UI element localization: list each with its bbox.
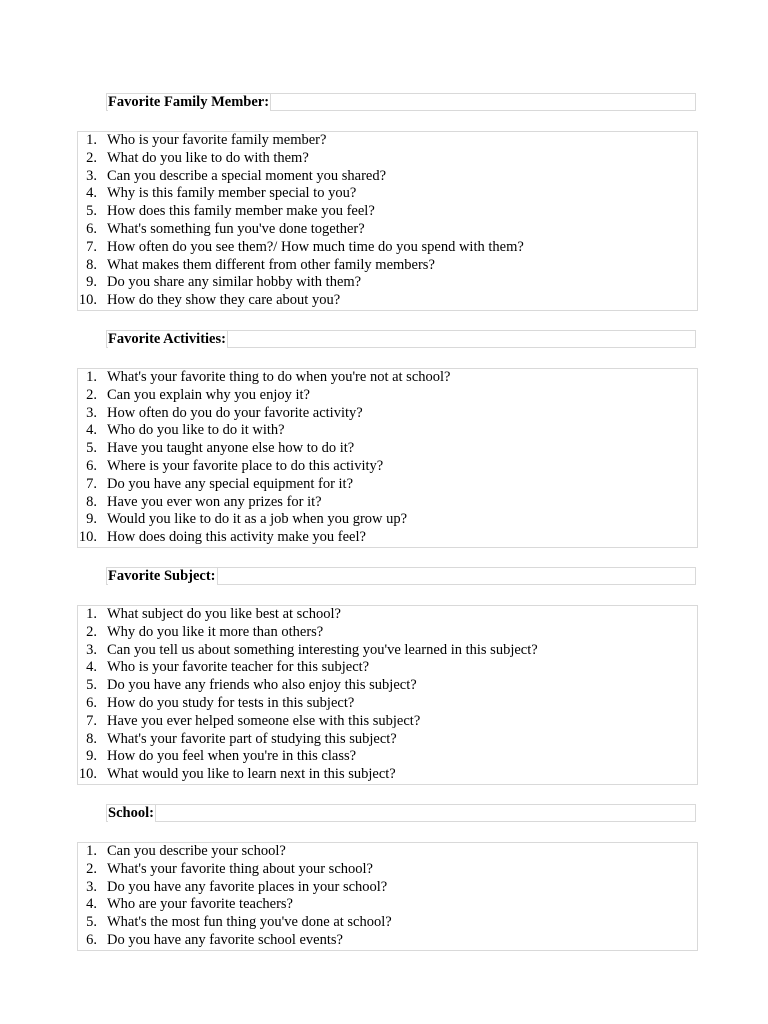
list-item	[78, 185, 697, 203]
list-item	[78, 422, 697, 440]
list-item-number: 6.	[86, 220, 97, 237]
list-item	[78, 861, 697, 879]
list-item-number: 4.	[86, 422, 97, 439]
list-item	[78, 896, 697, 914]
list-item-number: 7.	[86, 475, 97, 492]
list-item-number: 8.	[86, 256, 97, 273]
list-item	[78, 150, 697, 168]
list-item	[78, 713, 697, 731]
list-item-text: Why is this family member special to you?	[107, 185, 357, 202]
list-item	[78, 695, 697, 713]
question-list	[77, 842, 698, 951]
list-item	[78, 529, 697, 547]
list-item-number: 10.	[78, 292, 97, 309]
list-item-number: 3.	[86, 167, 97, 184]
list-item-text: Where is your favorite place to do this activity?	[107, 457, 384, 474]
list-item-text: What would you like to learn next in this subject?	[107, 766, 396, 783]
list-item-text: Can you describe your school?	[107, 843, 286, 859]
list-item	[78, 458, 697, 476]
list-item-text: Can you tell us about something interesting you've learned in this subject?	[107, 641, 538, 658]
list-item-number: 1.	[86, 843, 97, 859]
list-item-number: 7.	[86, 712, 97, 729]
list-item	[78, 731, 697, 749]
list-item-text: What's your favorite part of studying this subject?	[107, 730, 397, 747]
list-item	[78, 879, 697, 897]
list-item-text: Do you have any favorite school events?	[107, 931, 343, 948]
list-item	[78, 257, 697, 275]
list-item-number: 2.	[86, 386, 97, 403]
list-item-text: Would you like to do it as a job when you grow up?	[107, 511, 408, 528]
list-item-text: What do you like to do with them?	[107, 149, 309, 166]
section-heading: Favorite Activities:	[108, 331, 226, 347]
list-item	[78, 677, 697, 695]
question-list	[77, 368, 698, 548]
list-item-number: 10.	[78, 529, 97, 546]
list-item	[78, 239, 697, 257]
list-item	[78, 494, 697, 512]
question-list	[77, 605, 698, 785]
list-item-text: How do you feel when you're in this class?	[107, 748, 357, 765]
list-item-number: 5.	[86, 677, 97, 694]
list-item-text: What subject do you like best at school?	[107, 606, 341, 622]
list-item-text: Who is your favorite teacher for this subject?	[107, 659, 370, 676]
list-item-number: 2.	[86, 623, 97, 640]
list-item-text: What's something fun you've done together?	[107, 220, 365, 237]
list-item	[78, 292, 697, 310]
list-item	[78, 440, 697, 458]
list-item-number: 3.	[86, 641, 97, 658]
list-item	[78, 659, 697, 677]
list-item-text: How does doing this activity make you feel?	[107, 529, 366, 546]
list-item	[78, 914, 697, 932]
section-heading-box	[106, 330, 696, 348]
list-item	[78, 932, 697, 950]
list-item-text: Can you describe a special moment you shared?	[107, 167, 387, 184]
section-favorite-activities	[77, 330, 698, 548]
list-item-text: Do you have any special equipment for it?	[107, 475, 354, 492]
list-item-number: 9.	[86, 511, 97, 528]
list-item	[78, 766, 697, 784]
list-item	[78, 274, 697, 292]
list-item	[78, 387, 697, 405]
list-item-text: Can you explain why you enjoy it?	[107, 386, 310, 403]
list-item	[78, 476, 697, 494]
section-heading: School:	[108, 805, 154, 821]
list-item-text: Who are your favorite teachers?	[107, 896, 293, 913]
list-item-text: How often do you do your favorite activity?	[107, 404, 363, 421]
list-item-number: 2.	[86, 860, 97, 877]
list-item-text: Have you ever helped someone else with this subject?	[107, 712, 421, 729]
list-item	[78, 132, 697, 150]
list-item	[78, 511, 697, 529]
list-item	[78, 748, 697, 766]
list-item-text: How do you study for tests in this subject?	[107, 694, 355, 711]
list-item-number: 4.	[86, 185, 97, 202]
list-item	[78, 221, 697, 239]
list-item-text: Why do you like it more than others?	[107, 623, 324, 640]
list-item-number: 4.	[86, 896, 97, 913]
list-item-number: 3.	[86, 878, 97, 895]
section-school	[77, 804, 698, 951]
list-item-number: 9.	[86, 274, 97, 291]
section-heading: Favorite Family Member:	[108, 94, 270, 110]
list-item	[78, 642, 697, 660]
list-item-number: 5.	[86, 440, 97, 457]
list-item-number: 5.	[86, 914, 97, 931]
list-item-number: 2.	[86, 149, 97, 166]
section-heading-box	[106, 93, 696, 111]
list-item-text: Do you share any similar hobby with them?	[107, 274, 362, 291]
list-item-number: 7.	[86, 238, 97, 255]
section-heading-box	[106, 804, 696, 822]
list-item-number: 6.	[86, 931, 97, 948]
list-item-text: What makes them different from other family members?	[107, 256, 435, 273]
list-item-number: 1.	[86, 606, 97, 622]
list-item	[78, 168, 697, 186]
list-item-text: How do they show they care about you?	[107, 292, 341, 309]
section-heading: Favorite Subject:	[108, 568, 216, 584]
list-item-number: 8.	[86, 493, 97, 510]
question-list	[77, 131, 698, 311]
list-item-number: 6.	[86, 457, 97, 474]
list-item	[78, 624, 697, 642]
list-item-text: What's the most fun thing you've done at school?	[107, 914, 392, 931]
section-favorite-subject	[77, 567, 698, 785]
list-item-number: 6.	[86, 694, 97, 711]
list-item	[78, 606, 697, 624]
section-heading-box	[106, 567, 696, 585]
list-item	[78, 405, 697, 423]
list-item-number: 5.	[86, 203, 97, 220]
list-item-text: How does this family member make you feel?	[107, 203, 375, 220]
list-item	[78, 203, 697, 221]
list-item-number: 8.	[86, 730, 97, 747]
list-item-text: What's your favorite thing to do when you're not at school?	[107, 369, 451, 385]
list-item-text: What's your favorite thing about your school?	[107, 860, 373, 877]
list-item	[78, 369, 697, 387]
list-item-text: Do you have any friends who also enjoy this subject?	[107, 677, 417, 694]
list-item-text: Do you have any favorite places in your school?	[107, 878, 388, 895]
list-item-number: 1.	[86, 369, 97, 385]
list-item-number: 9.	[86, 748, 97, 765]
list-item-number: 1.	[86, 132, 97, 148]
section-favorite-family-member	[77, 93, 698, 311]
list-item-text: Who is your favorite family member?	[107, 132, 327, 148]
list-item-text: Have you taught anyone else how to do it?	[107, 440, 355, 457]
list-item-text: How often do you see them?/ How much time do you spend with them?	[107, 238, 524, 255]
list-item-number: 3.	[86, 404, 97, 421]
list-item-number: 4.	[86, 659, 97, 676]
list-item-text: Have you ever won any prizes for it?	[107, 493, 322, 510]
list-item-number: 10.	[78, 766, 97, 783]
list-item	[78, 843, 697, 861]
list-item-text: Who do you like to do it with?	[107, 422, 285, 439]
